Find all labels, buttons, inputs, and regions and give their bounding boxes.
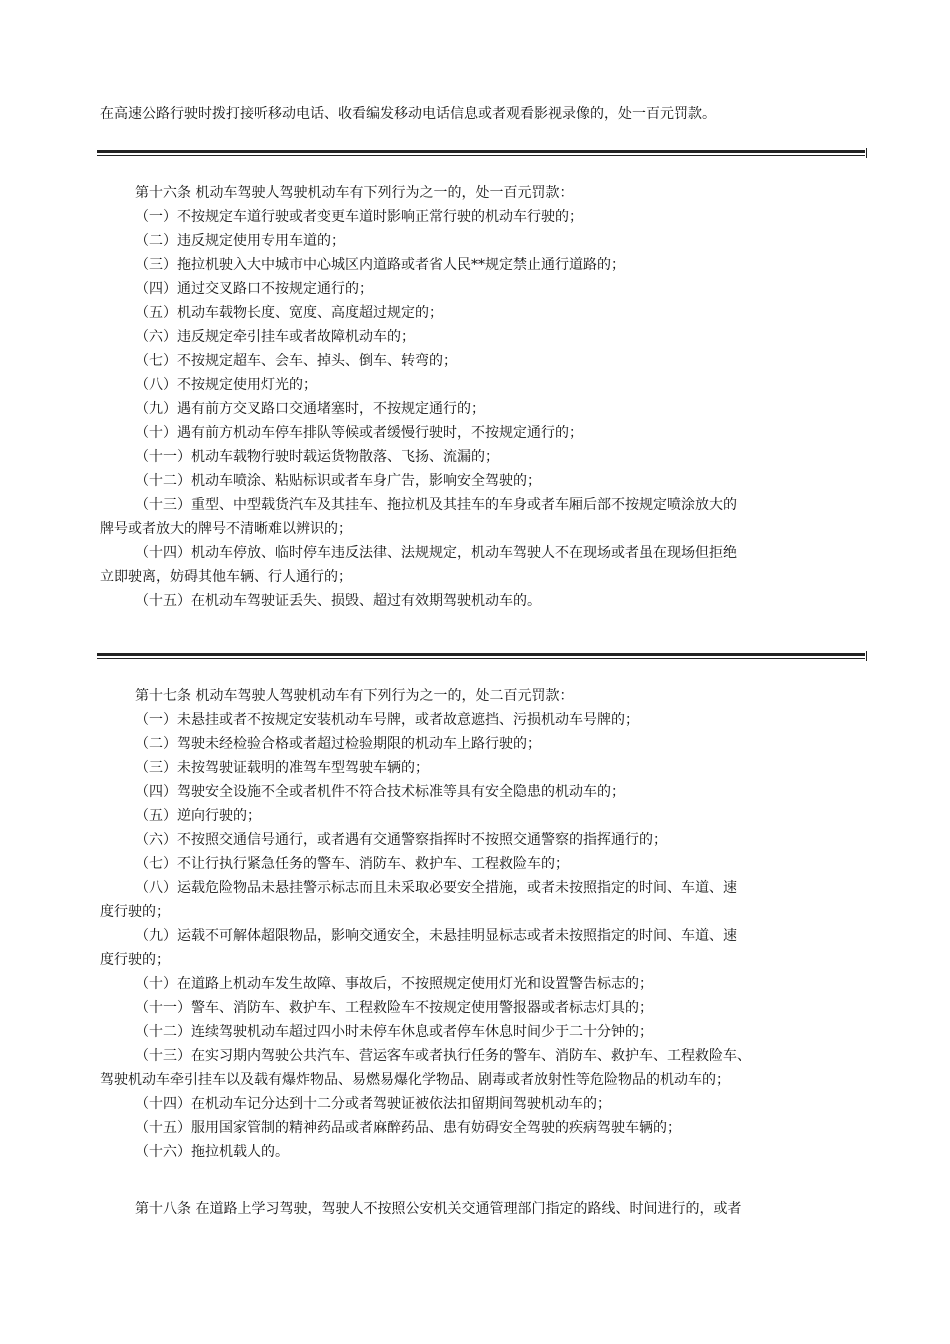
article-17-item: （十四）在机动车记分达到十二分或者驾驶证被依法扣留期间驾驶机动车的； xyxy=(135,1096,611,1112)
article-16-item: （四）通过交叉路口不按规定通行的； xyxy=(135,281,373,297)
article-16-item-continued: 立即驶离，妨碍其他车辆、行人通行的； xyxy=(100,569,352,585)
article-16-item: （八）不按规定使用灯光的； xyxy=(135,377,317,393)
article-16-item-continued: 牌号或者放大的牌号不清晰难以辨识的； xyxy=(100,521,352,537)
article-16-item: （十）遇有前方机动车停车排队等候或者缓慢行驶时，不按规定通行的； xyxy=(135,425,583,441)
article-16-item: （七）不按规定超车、会车、掉头、倒车、转弯的； xyxy=(135,353,457,369)
article-17-item-continued: 度行驶的； xyxy=(100,952,170,968)
article-16-item: （三）拖拉机驶入大中城市中心城区内道路或者省人民**规定禁止通行道路的； xyxy=(135,257,625,273)
article-17-item: （十一）警车、消防车、救护车、工程救险车不按规定使用警报器或者标志灯具的； xyxy=(135,1000,653,1016)
article-17-item: （十）在道路上机动车发生故障、事故后，不按照规定使用灯光和设置警告标志的； xyxy=(135,976,653,992)
article-16-item: （十一）机动车载物行驶时载运货物散落、飞扬、流漏的； xyxy=(135,449,499,465)
article-17-item: （八）运载危险物品未悬挂警示标志而且未采取必要安全措施，或者未按照指定的时间、车道、速 xyxy=(135,880,737,896)
article-17-item: （十五）服用国家管制的精神药品或者麻醉药品、患有妨碍安全驾驶的疾病驾驶车辆的； xyxy=(135,1120,681,1136)
article-17-item: （一）未悬挂或者不按规定安装机动车号牌，或者故意遮挡、污损机动车号牌的； xyxy=(135,712,639,728)
article-17-item: （十三）在实习期内驾驶公共汽车、营运客车或者执行任务的警车、消防车、救护车、工程救险车、 xyxy=(135,1048,751,1064)
article-17-item: （七）不让行执行紧急任务的警车、消防车、救护车、工程救险车的； xyxy=(135,856,569,872)
article-17-heading: 第十七条 机动车驾驶人驾驶机动车有下列行为之一的，处二百元罚款： xyxy=(135,688,574,704)
article-16-item: （九）遇有前方交叉路口交通堵塞时，不按规定通行的； xyxy=(135,401,485,417)
article-17-item: （四）驾驶安全设施不全或者机件不符合技术标准等具有安全隐患的机动车的； xyxy=(135,784,625,800)
article-17-item: （十二）连续驾驶机动车超过四小时未停车休息或者停车休息时间少于二十分钟的； xyxy=(135,1024,653,1040)
intro-paragraph: 在高速公路行驶时拨打接听移动电话、收看编发移动电话信息或者观看影视录像的，处一百元罚款。 xyxy=(100,106,716,122)
article-17-item: （九）运载不可解体超限物品，影响交通安全，未悬挂明显标志或者未按照指定的时间、车道、速 xyxy=(135,928,737,944)
article-16-item: （十三）重型、中型载货汽车及其挂车、拖拉机及其挂车的车身或者车厢后部不按规定喷涂放大的 xyxy=(135,497,737,513)
article-17-item: （十六）拖拉机载人的。 xyxy=(135,1144,289,1160)
article-16-item: （十二）机动车喷涂、粘贴标识或者车身广告，影响安全驾驶的； xyxy=(135,473,541,489)
article-16-item: （一）不按规定车道行驶或者变更车道时影响正常行驶的机动车行驶的； xyxy=(135,209,583,225)
section-divider xyxy=(97,653,865,660)
section-divider xyxy=(97,150,865,157)
article-17-item: （六）不按照交通信号通行，或者遇有交通警察指挥时不按照交通警察的指挥通行的； xyxy=(135,832,667,848)
article-16-item: （十四）机动车停放、临时停车违反法律、法规规定，机动车驾驶人不在现场或者虽在现场但拒绝 xyxy=(135,545,737,561)
article-17-item-continued: 度行驶的； xyxy=(100,904,170,920)
article-17-item: （三）未按驾驶证载明的准驾车型驾驶车辆的； xyxy=(135,760,429,776)
article-16-item: （五）机动车载物长度、宽度、高度超过规定的； xyxy=(135,305,443,321)
article-18-heading: 第十八条 在道路上学习驾驶，驾驶人不按照公安机关交通管理部门指定的路线、时间进行的，或者 xyxy=(135,1201,742,1217)
article-16-item: （二）违反规定使用专用车道的； xyxy=(135,233,345,249)
article-16-heading: 第十六条 机动车驾驶人驾驶机动车有下列行为之一的，处一百元罚款： xyxy=(135,185,574,201)
article-17-item: （二）驾驶未经检验合格或者超过检验期限的机动车上路行驶的； xyxy=(135,736,541,752)
article-17-item: （五）逆向行驶的； xyxy=(135,808,261,824)
article-16-item: （十五）在机动车驾驶证丢失、损毁、超过有效期驾驶机动车的。 xyxy=(135,593,541,609)
article-17-item-continued: 驾驶机动车牵引挂车以及载有爆炸物品、易燃易爆化学物品、剧毒或者放射性等危险物品的机动车的； xyxy=(100,1072,730,1088)
article-16-item: （六）违反规定牵引挂车或者故障机动车的； xyxy=(135,329,415,345)
